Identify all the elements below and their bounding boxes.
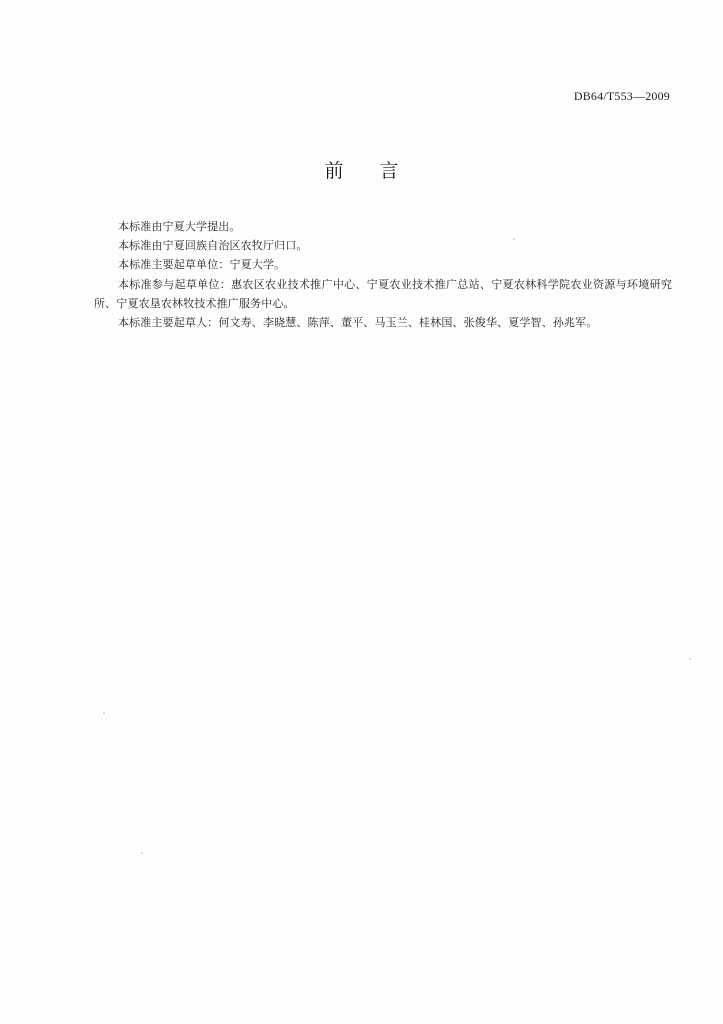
standard-code: DB64/T553—2009 bbox=[573, 89, 670, 103]
paragraph-administrator: 本标准由宁夏回族自治区农牧厅归口。 bbox=[118, 239, 308, 253]
paragraph-participating-units: 本标准参与起草单位：惠农区农业技术推广中心、宁夏农业技术推广总站、宁夏农林科学院农业资源与环境研究所、宁夏农垦农林牧技术推广服务中心。 bbox=[94, 277, 672, 310]
scan-speck bbox=[513, 238, 515, 240]
paragraph-main-drafting-unit: 本标准主要起草单位：宁夏大学。 bbox=[118, 258, 286, 272]
scan-speck bbox=[103, 712, 105, 714]
scan-speck bbox=[689, 658, 691, 660]
foreword-body bbox=[94, 217, 672, 332]
paragraph-proposer: 本标准由宁夏大学提出。 bbox=[118, 220, 241, 233]
scan-speck bbox=[141, 852, 143, 854]
paragraph-main-drafters: 本标准主要起草人：何文寿、李晓慧、陈萍、董平、马玉兰、桂林国、张俊华、夏学智、孙兆军。 bbox=[118, 316, 598, 330]
page-title: 前言 bbox=[324, 160, 435, 182]
